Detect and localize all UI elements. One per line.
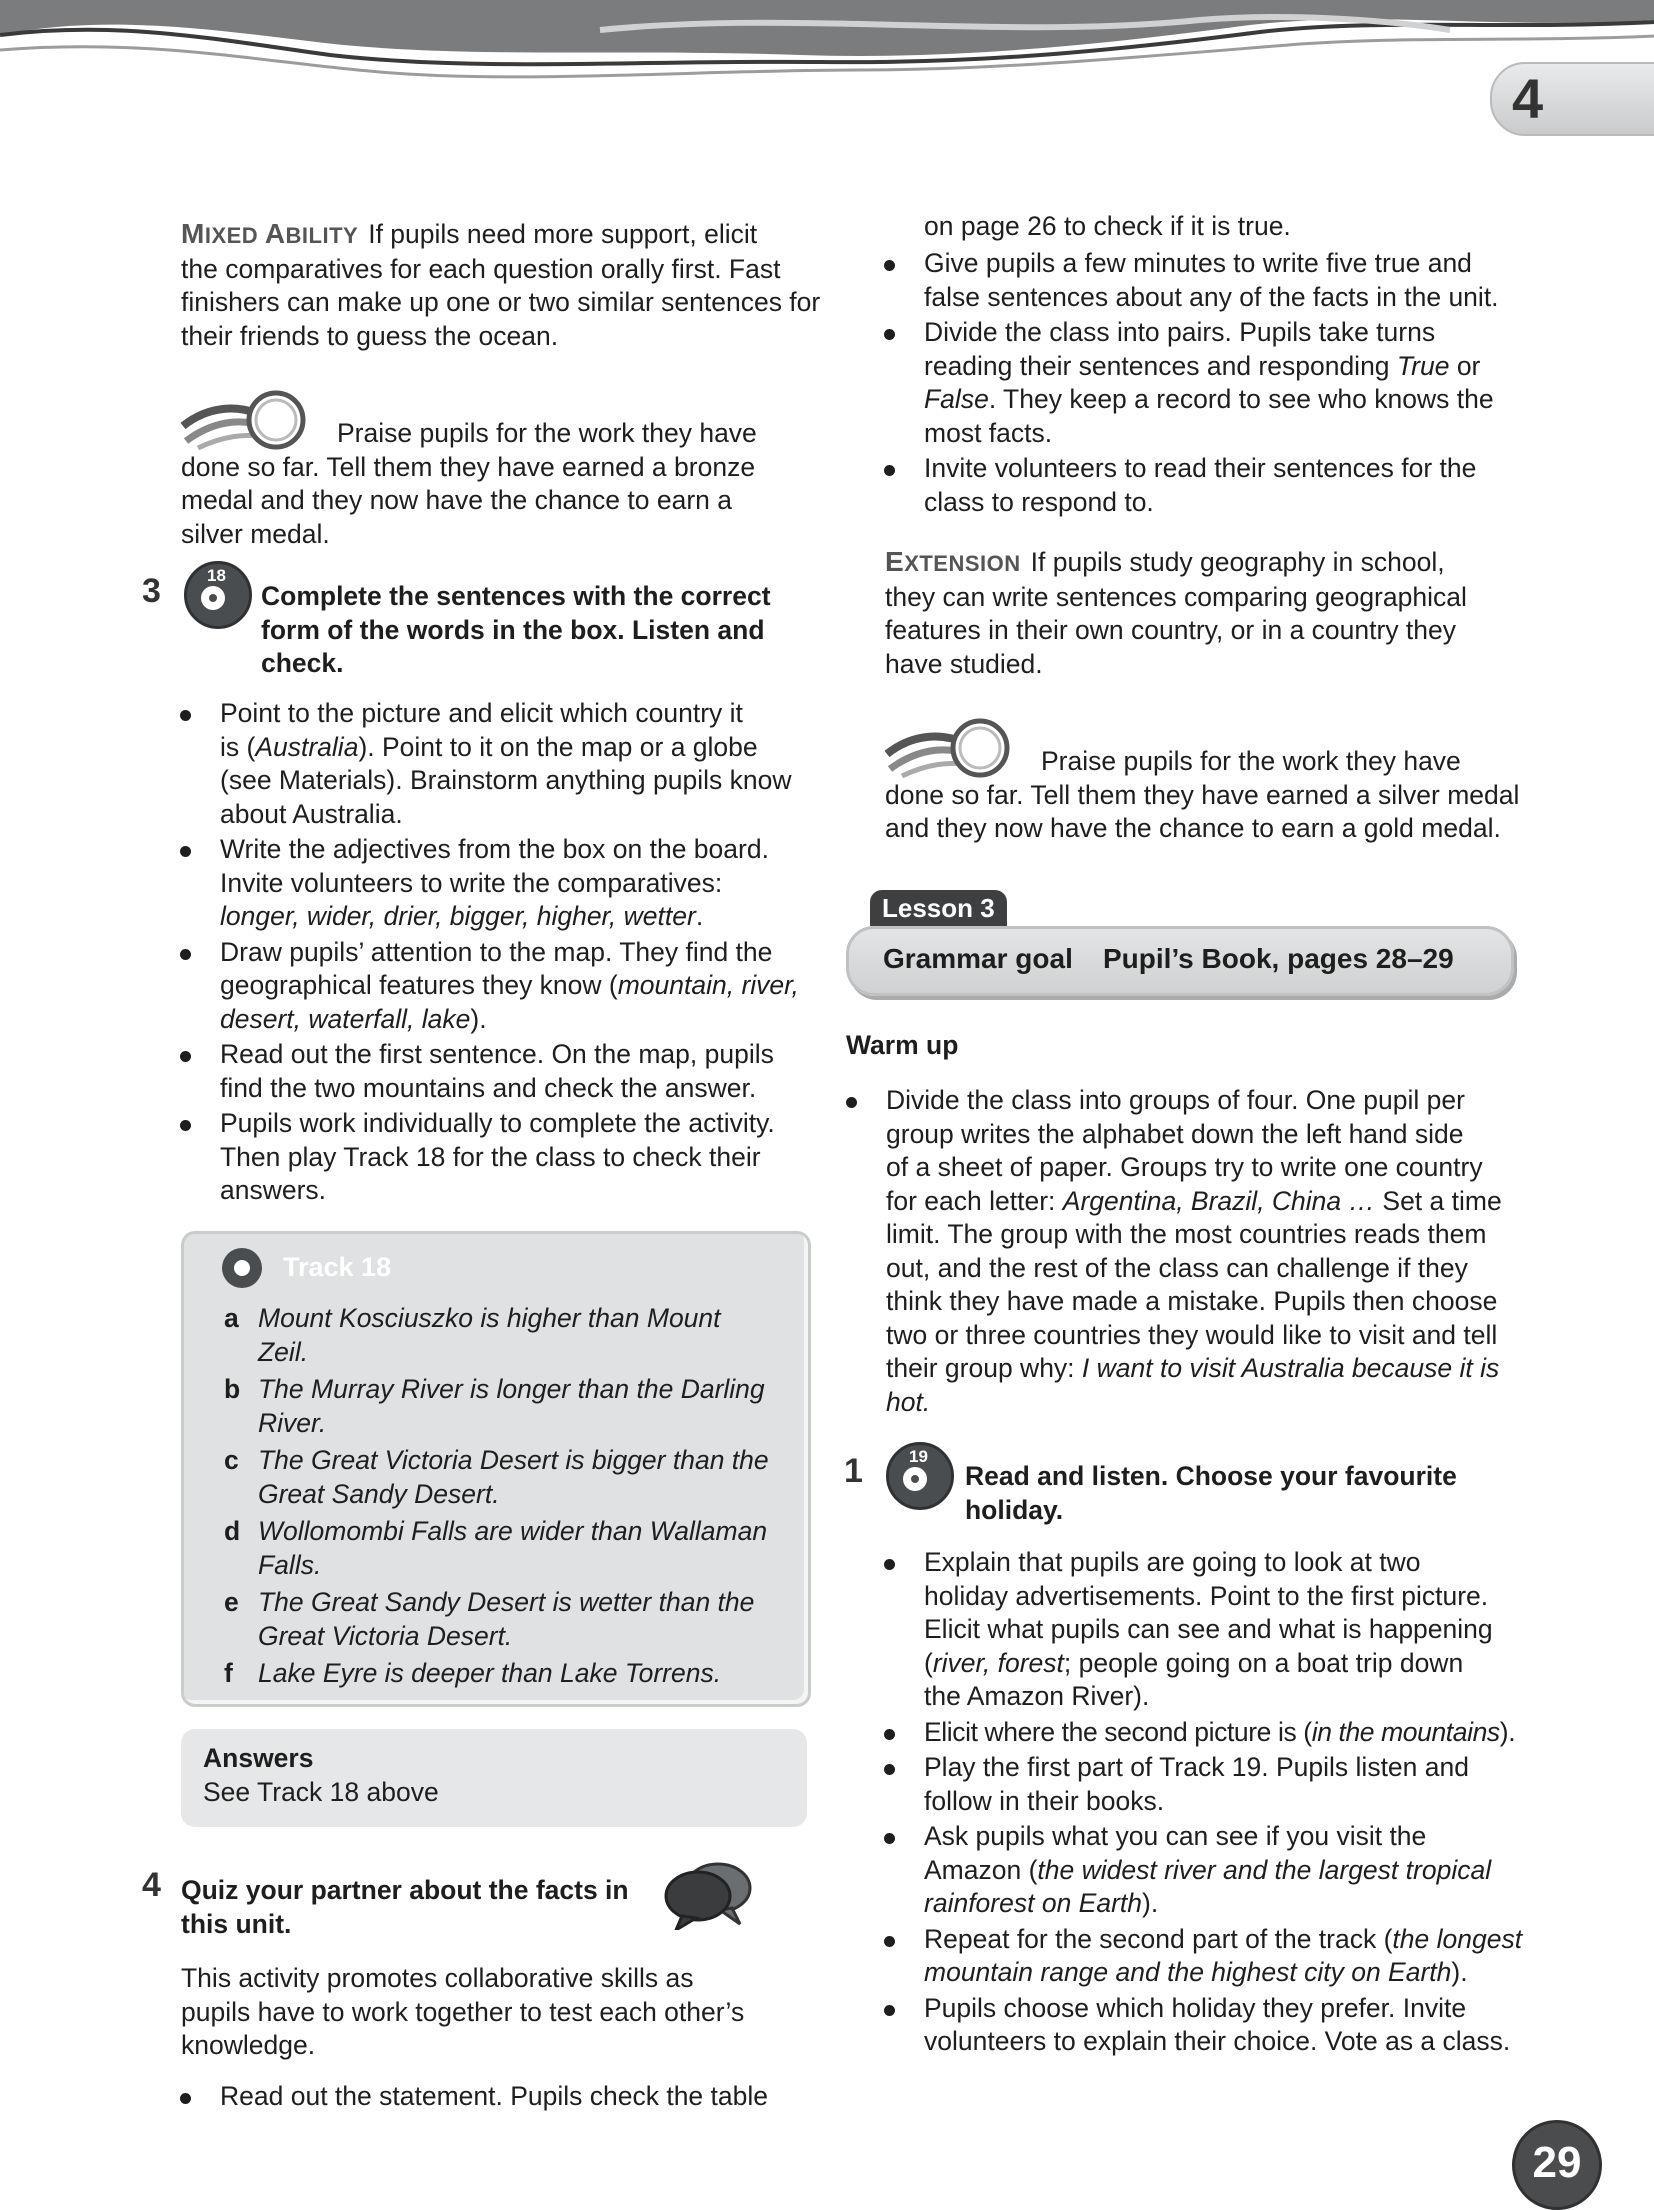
activity4-intro: This activity promotes collaborative skills as pupils have to work together to test each other’s knowledge. — [181, 1963, 745, 2060]
praise-line: silver medal. — [181, 518, 330, 549]
track-18-box — [181, 1231, 811, 1707]
mixed-ability-line: the comparatives for each question orally first. Fast — [181, 253, 781, 284]
speech-bubbles-icon — [662, 1858, 754, 1930]
list-item: Play the first part of Track 19. Pupils listen and follow in their books. — [884, 1751, 1564, 1818]
list-item: Repeat for the second part of the track (the longest mountain range and the highest city on Earth). — [884, 1923, 1564, 1990]
list-item: Point to the picture and elicit which country it is (Australia). Point to it on the map or a globe (see Materials). Brainstorm anything pupils know about Australia. — [180, 697, 820, 831]
praise-line: medal and they now have the chance to earn a — [181, 485, 732, 515]
chapter-number: 4 — [1512, 67, 1544, 130]
cd-icon — [222, 1248, 262, 1288]
list-item: Pupils work individually to complete the activity. Then play Track 18 for the class to check their answers. — [180, 1107, 820, 1208]
extension-label: EXTENSION — [885, 546, 1021, 577]
header-wave — [0, 0, 1654, 140]
activity-number: 3 — [142, 572, 161, 610]
list-item: Divide the class into groups of four. One pupil per group writes the alphabet down the left hand side of a sheet of paper. Groups try to write one country for each letter: Argentina, Brazil, China … Set a time limit. The group with the most countries reads them out, and the rest of the class can challenge if they think they have made a mistake. Pupils then choose two or three countries they would like to visit and tell their group why: I want to visit Australia because it is hot. — [846, 1084, 1546, 1419]
list-item: Ask pupils what you can see if you visit the Amazon (the widest river and the largest tropical rainforest on Earth). — [884, 1820, 1564, 1921]
warmup-title: Warm up — [846, 1030, 959, 1060]
list-item: Explain that pupils are going to look at two holiday advertisements. Point to the first picture. Elicit what pupils can see and what is happening (river, forest; people going on a boat trip down the Amazon River). — [884, 1546, 1564, 1714]
right-top-bullets — [884, 247, 1544, 519]
activity-number: 1 — [844, 1452, 863, 1490]
list-item: Pupils choose which holiday they prefer. Invite volunteers to explain their choice. Vote as a class. — [884, 1992, 1564, 2059]
track-item: d Wollomombi Falls are wider than Wallaman Falls. — [224, 1516, 768, 1580]
track-number: 18 — [207, 566, 226, 585]
activity1-bullets — [884, 1546, 1564, 2059]
extension-note: EXTENSION If pupils study geography in school, they can write sentences comparing geographical features in their own country, or in a country they have studied. — [885, 546, 1467, 679]
track-number: 19 — [909, 1447, 928, 1466]
list-item: Elicit where the second picture is (in the mountains). — [884, 1716, 1564, 1750]
track-item: b The Murray River is longer than the Darling River. — [224, 1374, 765, 1438]
track-title: Track 18 — [283, 1252, 392, 1282]
track-item: f Lake Eyre is deeper than Lake Torrens. — [224, 1658, 722, 1688]
activity3-bullets — [180, 697, 820, 1208]
praise-note-1 — [181, 417, 821, 551]
answers-box — [181, 1729, 807, 1827]
lesson-bar — [846, 926, 1514, 996]
mixed-ability-line: If pupils need more support, elicit — [368, 219, 758, 249]
continued-line: on page 26 to check if it is true. — [924, 211, 1291, 241]
warmup-bullets — [846, 1084, 1546, 1419]
list-item: Give pupils a few minutes to write five true and false sentences about any of the facts in the unit. — [884, 247, 1544, 314]
cd-icon — [184, 561, 252, 629]
track-item: a Mount Kosciuszko is higher than Mount Zeil. — [224, 1303, 721, 1367]
activity3-title: Complete the sentences with the correct form of the words in the box. Listen and check. — [261, 581, 771, 678]
mixed-ability-note — [181, 217, 821, 353]
answers-text: See Track 18 above — [203, 1777, 439, 1807]
list-item: Divide the class into pairs. Pupils take turns reading their sentences and responding True or False. They keep a record to see who knows the most facts. — [884, 316, 1544, 450]
track-item: e The Great Sandy Desert is wetter than the Great Victoria Desert. — [224, 1587, 755, 1651]
list-item: Draw pupils’ attention to the map. They find the geographical features they know (mountain, river, desert, waterfall, lake). — [180, 936, 820, 1037]
list-item: Read out the statement. Pupils check the table — [180, 2080, 820, 2114]
cd-icon — [886, 1442, 954, 1510]
mixed-ability-line: their friends to guess the ocean. — [181, 320, 559, 351]
list-item: Write the adjectives from the box on the board. Invite volunteers to write the comparatives: longer, wider, drier, bigger, higher, wetter. — [180, 833, 820, 934]
activity4-title: Quiz your partner about the facts in this unit. — [181, 1875, 629, 1939]
track-item: c The Great Victoria Desert is bigger than the Great Sandy Desert. — [224, 1445, 769, 1509]
mixed-ability-line: finishers can make up one or two similar sentences for — [181, 287, 821, 317]
page-number: 29 — [1532, 2138, 1582, 2187]
mixed-ability-label: MIXED ABILITY — [181, 218, 359, 249]
lesson-tab: Lesson 3 — [870, 890, 1007, 926]
activity1-title: Read and listen. Choose your favourite holiday. — [965, 1461, 1457, 1525]
list-item: Read out the first sentence. On the map, pupils find the two mountains and check the answer. — [180, 1038, 820, 1105]
activity-number: 4 — [142, 1866, 161, 1904]
lesson-goal: Grammar goal — [883, 943, 1073, 974]
activity4-bullets — [180, 2080, 820, 2114]
praise-line: done so far. Tell them they have earned a bronze — [181, 451, 756, 482]
answers-title: Answers — [203, 1743, 314, 1773]
lesson-pages: Pupil’s Book, pages 28–29 — [1103, 943, 1454, 974]
praise-line: Praise pupils for the work they have — [337, 418, 757, 448]
praise-note-2: Praise pupils for the work they have done so far. Tell them they have earned a silver medal and they now have the chance to earn a gold medal. — [885, 746, 1520, 843]
list-item: Invite volunteers to read their sentences for the class to respond to. — [884, 452, 1544, 519]
